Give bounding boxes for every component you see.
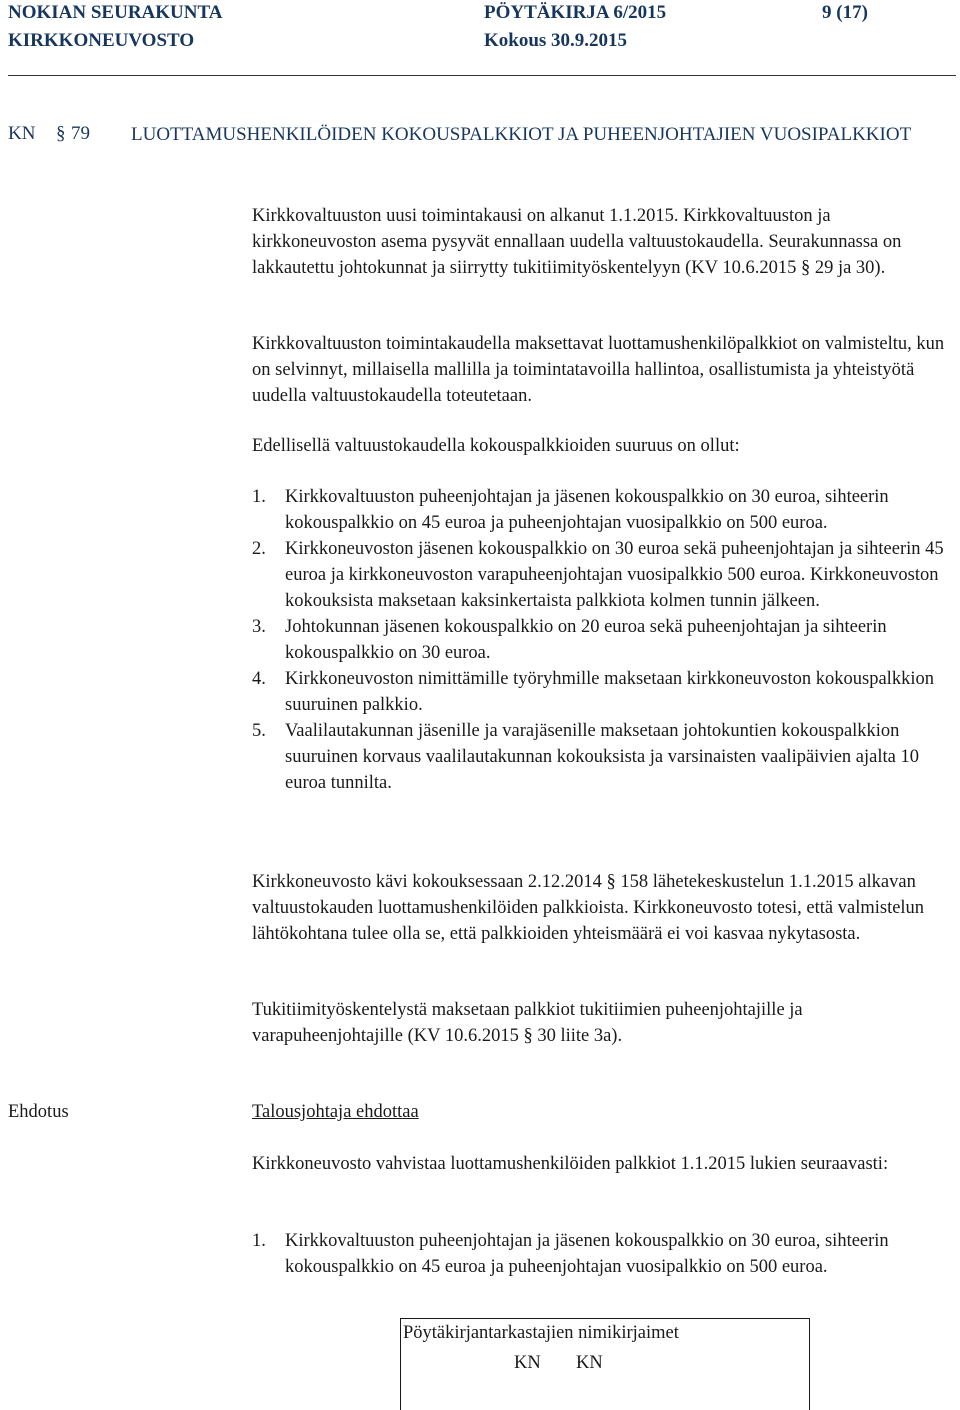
- list-text: Kirkkovaltuuston puheenjohtajan ja jäsenen kokouspalkkio on 30 euroa, sihteerin kokouspalkkio on 45 euroa ja puheenjohtajan vuosipalkkio on 500 euroa.: [285, 1231, 889, 1277]
- paragraph-2: Kirkkovaltuuston toimintakaudella maksettavat luottamushenkilöpalkkiot on valmisteltu, kun on selvinnyt, millaisella mallilla ja toimintatavoilla hallintoa, osallistumista ja yhteistyötä uudella valtuustokaudella toteutetaan.: [252, 334, 945, 406]
- list-text: Kirkkoneuvoston nimittämille työryhmille maksetaan kirkkoneuvoston kokouspalkkion suuruinen palkkio.: [285, 669, 934, 715]
- list-number: 2.: [252, 539, 266, 559]
- paragraph-1: Kirkkovaltuuston uusi toimintakausi on alkanut 1.1.2015. Kirkkovaltuuston ja kirkkoneuvoston asema pysyvät ennallaan uudella valtuustokaudella. Seurakunnassa on lakkautettu johtokunnat ja siirrytty tukitiimityöskentelyyn (KV 10.6.2015 § 29 ja 30).: [252, 206, 902, 278]
- org-unit: KIRKKONEUVOSTO: [8, 30, 195, 51]
- previous-fees-list: [252, 484, 957, 796]
- paragraph-4: Kirkkoneuvosto kävi kokouksessaan 2.12.2014 § 158 lähetekeskustelun 1.1.2015 alkavan valtuustokauden luottamushenkilöiden palkkioista. Kirkkoneuvosto totesi, että valmistelun lähtökohtana tulee olla se, että palkkioiden yhteismäärä ei voi kasvaa nykytasosta.: [252, 872, 925, 944]
- proposal-list: [252, 1228, 957, 1280]
- paragraph-5: Tukitiimityöskentelystä maksetaan palkkiot tukitiimien puheenjohtajille ja varapuheenjohtajille (KV 10.6.2015 § 30 liite 3a).: [252, 1000, 803, 1046]
- document-title: PÖYTÄKIRJA 6/2015: [484, 2, 667, 23]
- list-number: 3.: [252, 617, 266, 637]
- initials-box: [400, 1318, 810, 1410]
- list-text: Johtokunnan jäsenen kokouspalkkio on 20 euroa sekä puheenjohtajan ja sihteerin kokouspalkkio on 30 euroa.: [285, 617, 887, 663]
- list-text: Vaalilautakunnan jäsenille ja varajäsenille maksetaan johtokuntien kokouspalkkion suuruinen korvaus vaalilautakunnan kokouksista ja varsinaisten vaalipäivien ajalta 10 euroa tunnilta.: [285, 721, 919, 793]
- section-title: LUOTTAMUSHENKILÖIDEN KOKOUSPALKKIOT JA PUHEENJOHTAJIEN VUOSIPALKKIOT: [131, 124, 912, 145]
- list-number: 1.: [252, 1231, 266, 1251]
- list-number: 5.: [252, 721, 266, 741]
- proposal-heading: Talousjohtaja ehdottaa: [252, 1102, 419, 1122]
- list-item: [252, 1228, 957, 1280]
- section-prefix: KN: [8, 123, 36, 144]
- header-divider: [8, 75, 956, 76]
- initials-box-title: Pöytäkirjantarkastajien nimikirjaimet: [403, 1323, 679, 1343]
- reviewer-initials-2: KN: [576, 1353, 603, 1373]
- list-text: Kirkkovaltuuston puheenjohtajan ja jäsenen kokouspalkkio on 30 euroa, sihteerin kokouspalkkio on 45 euroa ja puheenjohtajan vuosipalkkio on 500 euroa.: [285, 487, 889, 533]
- list-number: 4.: [252, 669, 266, 689]
- section-number: 79: [71, 123, 90, 144]
- reviewer-initials-1: KN: [514, 1353, 541, 1373]
- list-item: [252, 718, 957, 796]
- list-text: Kirkkoneuvoston jäsenen kokouspalkkio on 30 euroa sekä puheenjohtajan ja sihteerin 45 euroa ja kirkkoneuvoston varapuheenjohtajan vuosipalkkio 500 euroa. Kirkkoneuvoston kokouksista maksetaan kaksinkertaista palkkiota kolmen tunnin jälkeen.: [285, 539, 944, 611]
- list-number: 1.: [252, 487, 266, 507]
- meeting-date: Kokous 30.9.2015: [484, 30, 628, 51]
- page-number: 9 (17): [822, 2, 868, 23]
- list-item: [252, 536, 957, 614]
- list-item: [252, 666, 957, 718]
- section-symbol: §: [56, 123, 66, 144]
- paragraph-3: Edellisellä valtuustokaudella kokouspalkkioiden suuruus on ollut:: [252, 436, 740, 456]
- org-name: NOKIAN SEURAKUNTA: [8, 2, 223, 23]
- proposal-intro: Kirkkoneuvosto vahvistaa luottamushenkilöiden palkkiot 1.1.2015 lukien seuraavasti:: [252, 1154, 889, 1174]
- proposal-label: Ehdotus: [8, 1102, 69, 1122]
- list-item: [252, 614, 957, 666]
- list-item: [252, 484, 957, 536]
